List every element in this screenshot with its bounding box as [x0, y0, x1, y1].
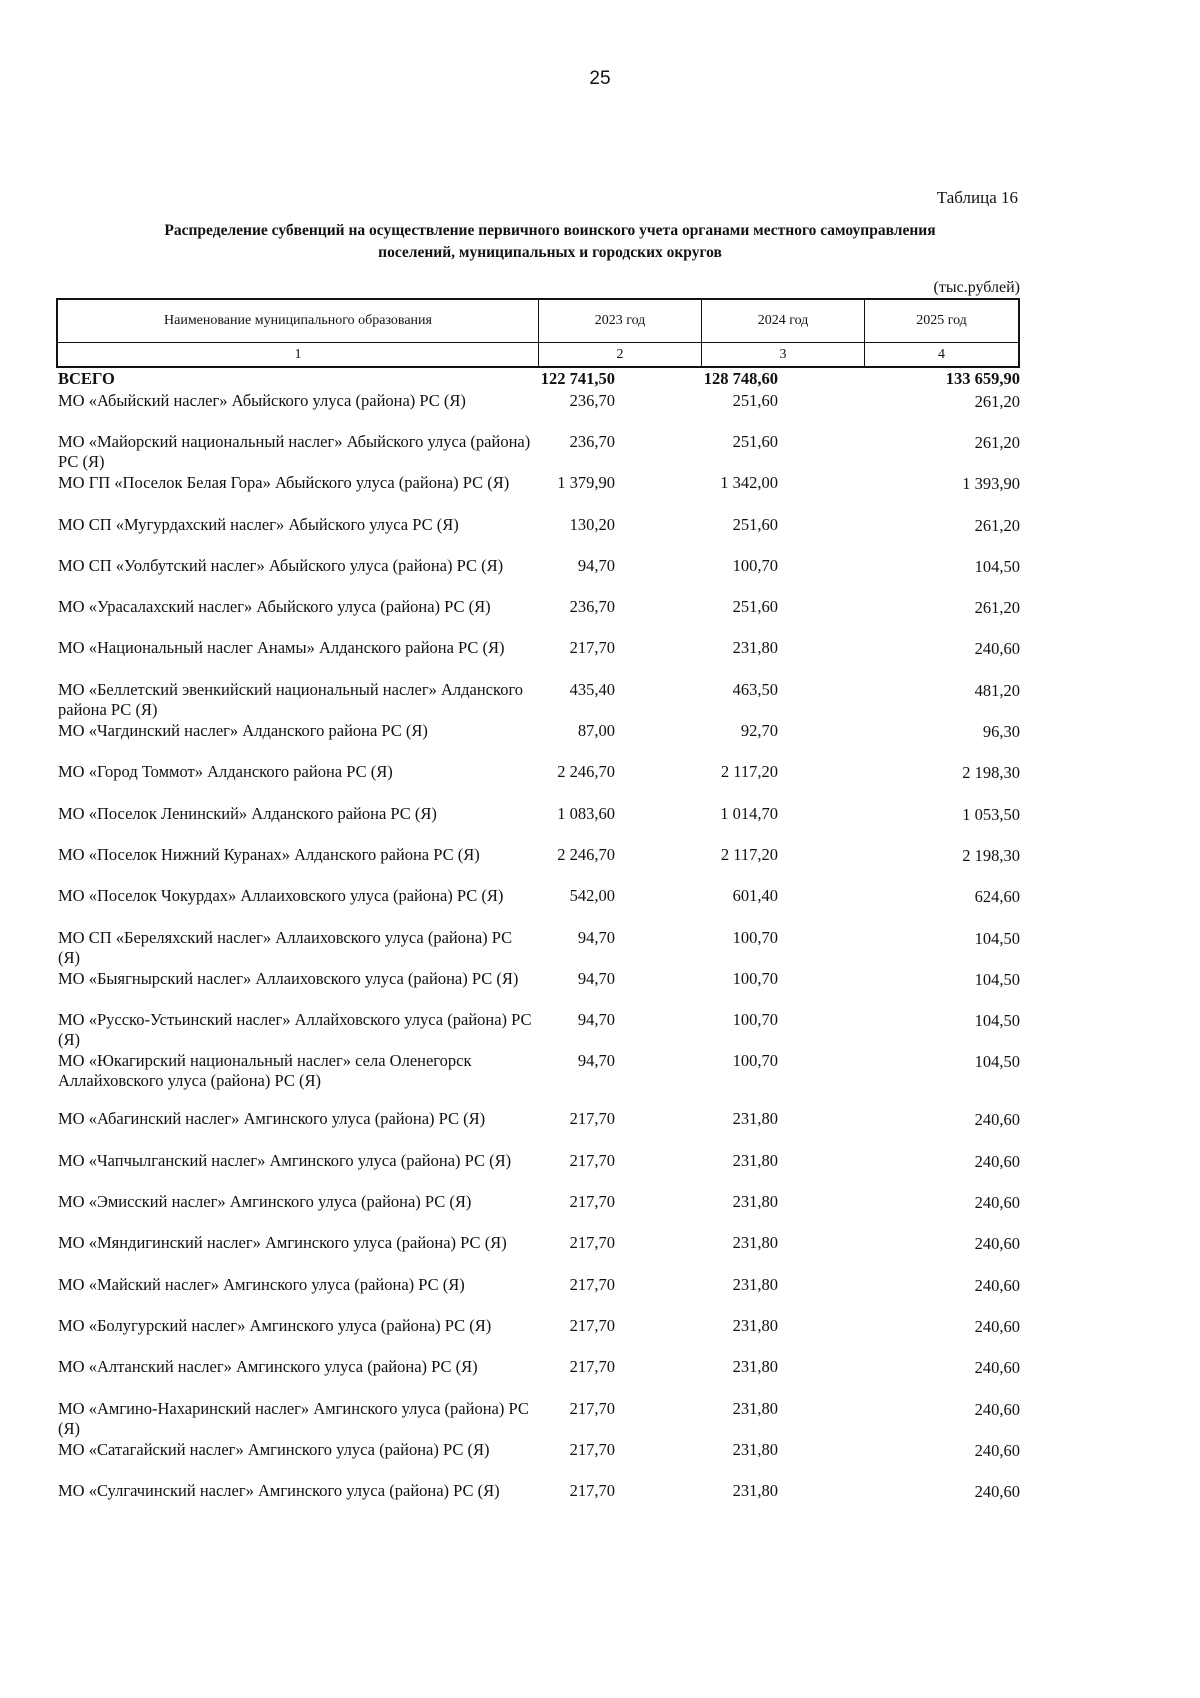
row-value-2025: 240,60 — [974, 1482, 1020, 1502]
row-value-2024: 231,80 — [732, 1357, 778, 1377]
table-row — [58, 1436, 1020, 1477]
table-row — [58, 1229, 1020, 1270]
row-value-2024: 231,80 — [732, 1439, 778, 1459]
row-name: МО ГП «Поселок Белая Гора» Абыйского улуса (района) РС (Я) — [58, 473, 510, 493]
row-value-2024: 231,80 — [732, 1192, 778, 1212]
row-value-2024: 231,80 — [732, 1109, 778, 1129]
row-value-2024: 100,70 — [732, 927, 778, 947]
row-name: МО «Сатагайский наслег» Амгинского улуса (района) РС (Я) — [58, 1439, 490, 1459]
row-value-2024: 251,60 — [732, 514, 778, 534]
row-value-2024: 231,80 — [732, 1315, 778, 1335]
header-num-2: 2 — [539, 342, 702, 366]
table-row — [58, 676, 1020, 717]
row-name: МО «Болугурский наслег» Амгинского улуса (района) РС (Я) — [58, 1315, 492, 1335]
row-value-2023: 217,70 — [569, 1150, 615, 1170]
row-value-2023: 542,00 — [569, 886, 615, 906]
table-row — [58, 882, 1020, 923]
row-name: МО «Беллетский эвенкийский национальный наслег» Алданского района РС (Я) — [58, 679, 524, 719]
row-value-2025: 240,60 — [974, 1151, 1020, 1171]
units-label: (тыс.рублей) — [933, 279, 1020, 296]
row-value-2024: 251,60 — [732, 597, 778, 617]
row-name: МО «Национальный наслег Анамы» Алданского района РС (Я) — [58, 638, 505, 658]
row-value-2023: 122 741,50 — [540, 369, 615, 388]
row-value-2023: 217,70 — [569, 1357, 615, 1377]
row-value-2023: 217,70 — [569, 1481, 615, 1501]
row-name: МО «Русско-Устьинский наслег» Аллайховского улуса (района) РС (Я) — [58, 1010, 532, 1050]
row-name: МО «Быягнырский наслег» Аллаиховского улуса (района) РС (Я) — [58, 968, 519, 988]
row-value-2023: 217,70 — [569, 1439, 615, 1459]
table-row — [58, 717, 1020, 758]
row-name: МО «Юкагирский национальный наслег» села Оленегорск Аллайховского улуса (района) РС (Я) — [58, 1051, 472, 1091]
row-value-2024: 601,40 — [732, 886, 778, 906]
title-line-1: Распределение субвенций на осуществление первичного воинского учета органами местного самоуправления — [164, 222, 936, 239]
row-value-2023: 1 379,90 — [557, 473, 615, 493]
row-value-2025: 104,50 — [974, 969, 1020, 989]
header-2024: 2024 год — [702, 300, 865, 342]
row-value-2024: 231,80 — [732, 1150, 778, 1170]
row-value-2025: 104,50 — [974, 556, 1020, 576]
row-name: МО «Город Томмот» Алданского района РС (Я) — [58, 762, 393, 782]
row-value-2023: 217,70 — [569, 1398, 615, 1418]
row-value-2024: 231,80 — [732, 1481, 778, 1501]
row-value-2023: 236,70 — [569, 432, 615, 451]
table-row — [58, 1477, 1020, 1518]
row-value-2024: 251,60 — [732, 391, 778, 410]
row-value-2024: 92,70 — [740, 721, 778, 741]
row-value-2025: 261,20 — [974, 433, 1020, 452]
table-row — [58, 1188, 1020, 1229]
row-value-2023: 87,00 — [577, 721, 615, 741]
row-name: МО «Мяндигинский наслег» Амгинского улуса (района) РС (Я) — [58, 1233, 507, 1253]
row-name: ВСЕГО — [58, 369, 115, 388]
row-value-2024: 463,50 — [732, 679, 778, 699]
row-value-2023: 2 246,70 — [557, 762, 615, 782]
row-name: МО «Абагинский наслег» Амгинского улуса (района) РС (Я) — [58, 1109, 486, 1129]
row-value-2025: 2 198,30 — [962, 763, 1020, 783]
row-value-2023: 217,70 — [569, 1192, 615, 1212]
table-body — [58, 369, 1020, 1518]
row-name: МО «Поселок Чокурдах» Аллаиховского улуса (района) РС (Я) — [58, 886, 504, 906]
row-value-2025: 1 053,50 — [962, 804, 1020, 824]
header-num-4: 4 — [865, 342, 1018, 366]
row-value-2025: 104,50 — [974, 1011, 1020, 1031]
title-line-2: поселений, муниципальных и городских округов — [378, 244, 722, 261]
row-value-2023: 94,70 — [577, 1010, 615, 1030]
table-header — [56, 298, 1020, 368]
row-value-2025: 240,60 — [974, 639, 1020, 659]
table-row — [58, 924, 1020, 965]
row-name: МО «Сулгачинский наслег» Амгинского улуса (района) РС (Я) — [58, 1481, 500, 1501]
table-row — [58, 1147, 1020, 1188]
row-value-2025: 240,60 — [974, 1399, 1020, 1419]
row-name: МО «Алтанский наслег» Амгинского улуса (района) РС (Я) — [58, 1357, 478, 1377]
page-number: 25 — [589, 68, 611, 89]
row-value-2025: 240,60 — [974, 1316, 1020, 1336]
row-value-2024: 100,70 — [732, 1010, 778, 1030]
row-value-2023: 94,70 — [577, 927, 615, 947]
row-value-2023: 94,70 — [577, 968, 615, 988]
row-value-2023: 130,20 — [569, 514, 615, 534]
row-value-2023: 236,70 — [569, 597, 615, 617]
table-row — [58, 1353, 1020, 1394]
row-name: МО «Амгино-Нахаринский наслег» Амгинского улуса (района) РС (Я) — [58, 1398, 529, 1438]
row-name: МО «Поселок Ленинский» Алданского района РС (Я) — [58, 803, 437, 823]
row-value-2025: 261,20 — [974, 392, 1020, 411]
table-label: Таблица 16 — [936, 188, 1018, 207]
row-value-2023: 2 246,70 — [557, 844, 615, 864]
table-row — [58, 469, 1020, 510]
table-row — [58, 634, 1020, 675]
row-value-2024: 1 342,00 — [720, 473, 778, 493]
row-value-2025: 240,60 — [974, 1110, 1020, 1130]
table-row — [58, 387, 1020, 411]
row-name: МО «Эмисский наслег» Амгинского улуса (района) РС (Я) — [58, 1192, 472, 1212]
table-row — [58, 800, 1020, 841]
row-value-2024: 100,70 — [732, 1051, 778, 1071]
row-value-2025: 2 198,30 — [962, 845, 1020, 865]
row-value-2023: 94,70 — [577, 555, 615, 575]
row-value-2025: 240,60 — [974, 1193, 1020, 1213]
row-value-2025: 240,60 — [974, 1440, 1020, 1460]
row-value-2024: 100,70 — [732, 968, 778, 988]
row-value-2024: 2 117,20 — [720, 762, 778, 782]
row-name: МО «Чагдинский наслег» Алданского района РС (Я) — [58, 721, 428, 741]
table-row — [58, 593, 1020, 634]
row-value-2023: 435,40 — [569, 679, 615, 699]
row-value-2024: 231,80 — [732, 1233, 778, 1253]
header-2025: 2025 год — [916, 313, 967, 328]
table-row — [58, 1395, 1020, 1436]
table-row — [58, 841, 1020, 882]
row-value-2024: 231,80 — [732, 1398, 778, 1418]
row-value-2025: 104,50 — [974, 1052, 1020, 1072]
row-value-2024: 231,80 — [732, 638, 778, 658]
table-title — [80, 220, 1020, 264]
table-row — [58, 428, 1020, 469]
row-value-2025: 261,20 — [974, 515, 1020, 535]
row-value-2025: 104,50 — [974, 928, 1020, 948]
table-row — [58, 1047, 1020, 1105]
table-row — [58, 1105, 1020, 1146]
row-value-2023: 236,70 — [569, 391, 615, 410]
row-value-2025: 240,60 — [974, 1234, 1020, 1254]
row-name: МО «Урасалахский наслег» Абыйского улуса (района) РС (Я) — [58, 597, 491, 617]
table-row — [58, 552, 1020, 593]
table-row — [58, 965, 1020, 1006]
header-num-1: 1 — [58, 342, 539, 366]
table-row — [58, 1271, 1020, 1312]
row-value-2024: 251,60 — [732, 432, 778, 451]
row-value-2025: 133 659,90 — [945, 369, 1020, 388]
table-row — [58, 1312, 1020, 1353]
table-row — [58, 758, 1020, 799]
row-value-2023: 217,70 — [569, 1233, 615, 1253]
row-value-2025: 96,30 — [982, 722, 1020, 742]
row-name: МО «Чапчылганский наслег» Амгинского улуса (района) РС (Я) — [58, 1150, 512, 1170]
row-value-2023: 217,70 — [569, 1274, 615, 1294]
row-value-2023: 1 083,60 — [557, 803, 615, 823]
row-name: МО «Майский наслег» Амгинского улуса (района) РС (Я) — [58, 1274, 465, 1294]
row-value-2025: 240,60 — [974, 1358, 1020, 1378]
table-row — [58, 1006, 1020, 1050]
table-row — [58, 511, 1020, 552]
row-value-2023: 217,70 — [569, 1109, 615, 1129]
row-value-2024: 1 014,70 — [720, 803, 778, 823]
header-2023: 2023 год — [539, 300, 702, 342]
row-name: МО «Майорский национальный наслег» Абыйского улуса (района) РС (Я) — [58, 432, 531, 471]
row-value-2025: 481,20 — [974, 680, 1020, 700]
row-value-2024: 231,80 — [732, 1274, 778, 1294]
row-name: МО СП «Уолбутский наслег» Абыйского улуса (района) РС (Я) — [58, 555, 504, 575]
row-name: МО СП «Береляхский наслег» Аллаиховского улуса (района) РС (Я) — [58, 927, 513, 967]
row-value-2023: 217,70 — [569, 638, 615, 658]
row-value-2025: 624,60 — [974, 887, 1020, 907]
row-value-2025: 261,20 — [974, 598, 1020, 618]
row-value-2025: 240,60 — [974, 1275, 1020, 1295]
row-name: МО «Абыйский наслег» Абыйского улуса (района) РС (Я) — [58, 391, 466, 410]
header-name-column: Наименование муниципального образования — [58, 300, 539, 342]
row-value-2023: 94,70 — [577, 1051, 615, 1071]
row-value-2023: 217,70 — [569, 1315, 615, 1335]
row-name: МО СП «Мугурдахский наслег» Абыйского улуса РС (Я) — [58, 514, 459, 534]
row-value-2025: 1 393,90 — [962, 474, 1020, 494]
header-num-3: 3 — [702, 342, 865, 366]
row-value-2024: 100,70 — [732, 555, 778, 575]
row-name: МО «Поселок Нижний Куранах» Алданского района РС (Я) — [58, 844, 480, 864]
row-value-2024: 128 748,60 — [703, 369, 778, 388]
row-value-2024: 2 117,20 — [720, 844, 778, 864]
